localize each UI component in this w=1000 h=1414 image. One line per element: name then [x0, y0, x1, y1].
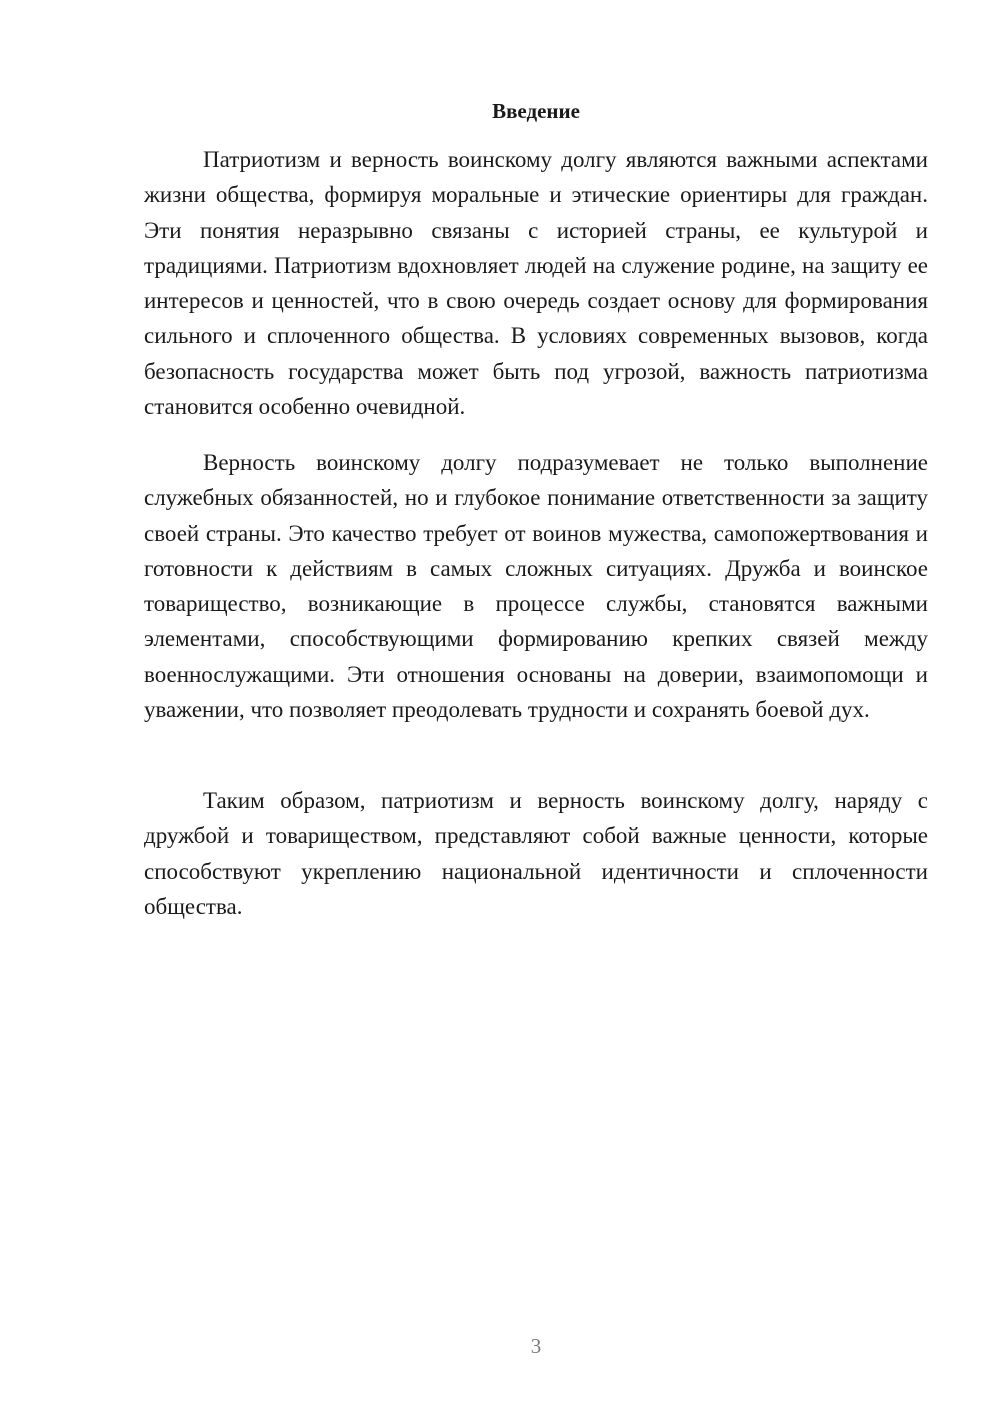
page-number: 3 — [530, 1334, 542, 1358]
paragraph-1: Патриотизм и верность воинскому долгу являются важными аспектами жизни общества, формируя моральные и этические ориентиры для граждан. Эти понятия неразрывно связаны с историей страны, ее культурой и традициями. Патриотизм вдохновляет людей на служение родине, на защиту ее интересов и ценностей, что в свою очередь создает основу для формирования сильного и сплоченного общества. В условиях современных вызовов, когда безопасность государства может быть под угрозой, важность патриотизма становится особенно очевидной. — [144, 147, 928, 420]
paragraph-3: Таким образом, патриотизм и верность воинскому долгу, наряду с дружбой и товариществом, представляют собой важные ценности, которые способствуют укреплению национальной идентичности и сплоченности общества. — [144, 788, 928, 919]
document-page — [144, 0, 928, 1414]
section-heading: Введение — [492, 99, 580, 123]
paragraph-2: Верность воинскому долгу подразумевает не только выполнение служебных обязанностей, но и глубокое понимание ответственности за защиту своей страны. Это качество требует от воинов мужества, самопожертвования и готовности к действиям в самых сложных ситуациях. Дружба и воинское товарищество, возникающие в процессе службы, становятся важными элементами, способствующими формированию крепких связей между военнослужащими. Эти отношения основаны на доверии, взаимопомощи и уважении, что позволяет преодолевать трудности и сохранять боевой дух. — [144, 450, 928, 723]
